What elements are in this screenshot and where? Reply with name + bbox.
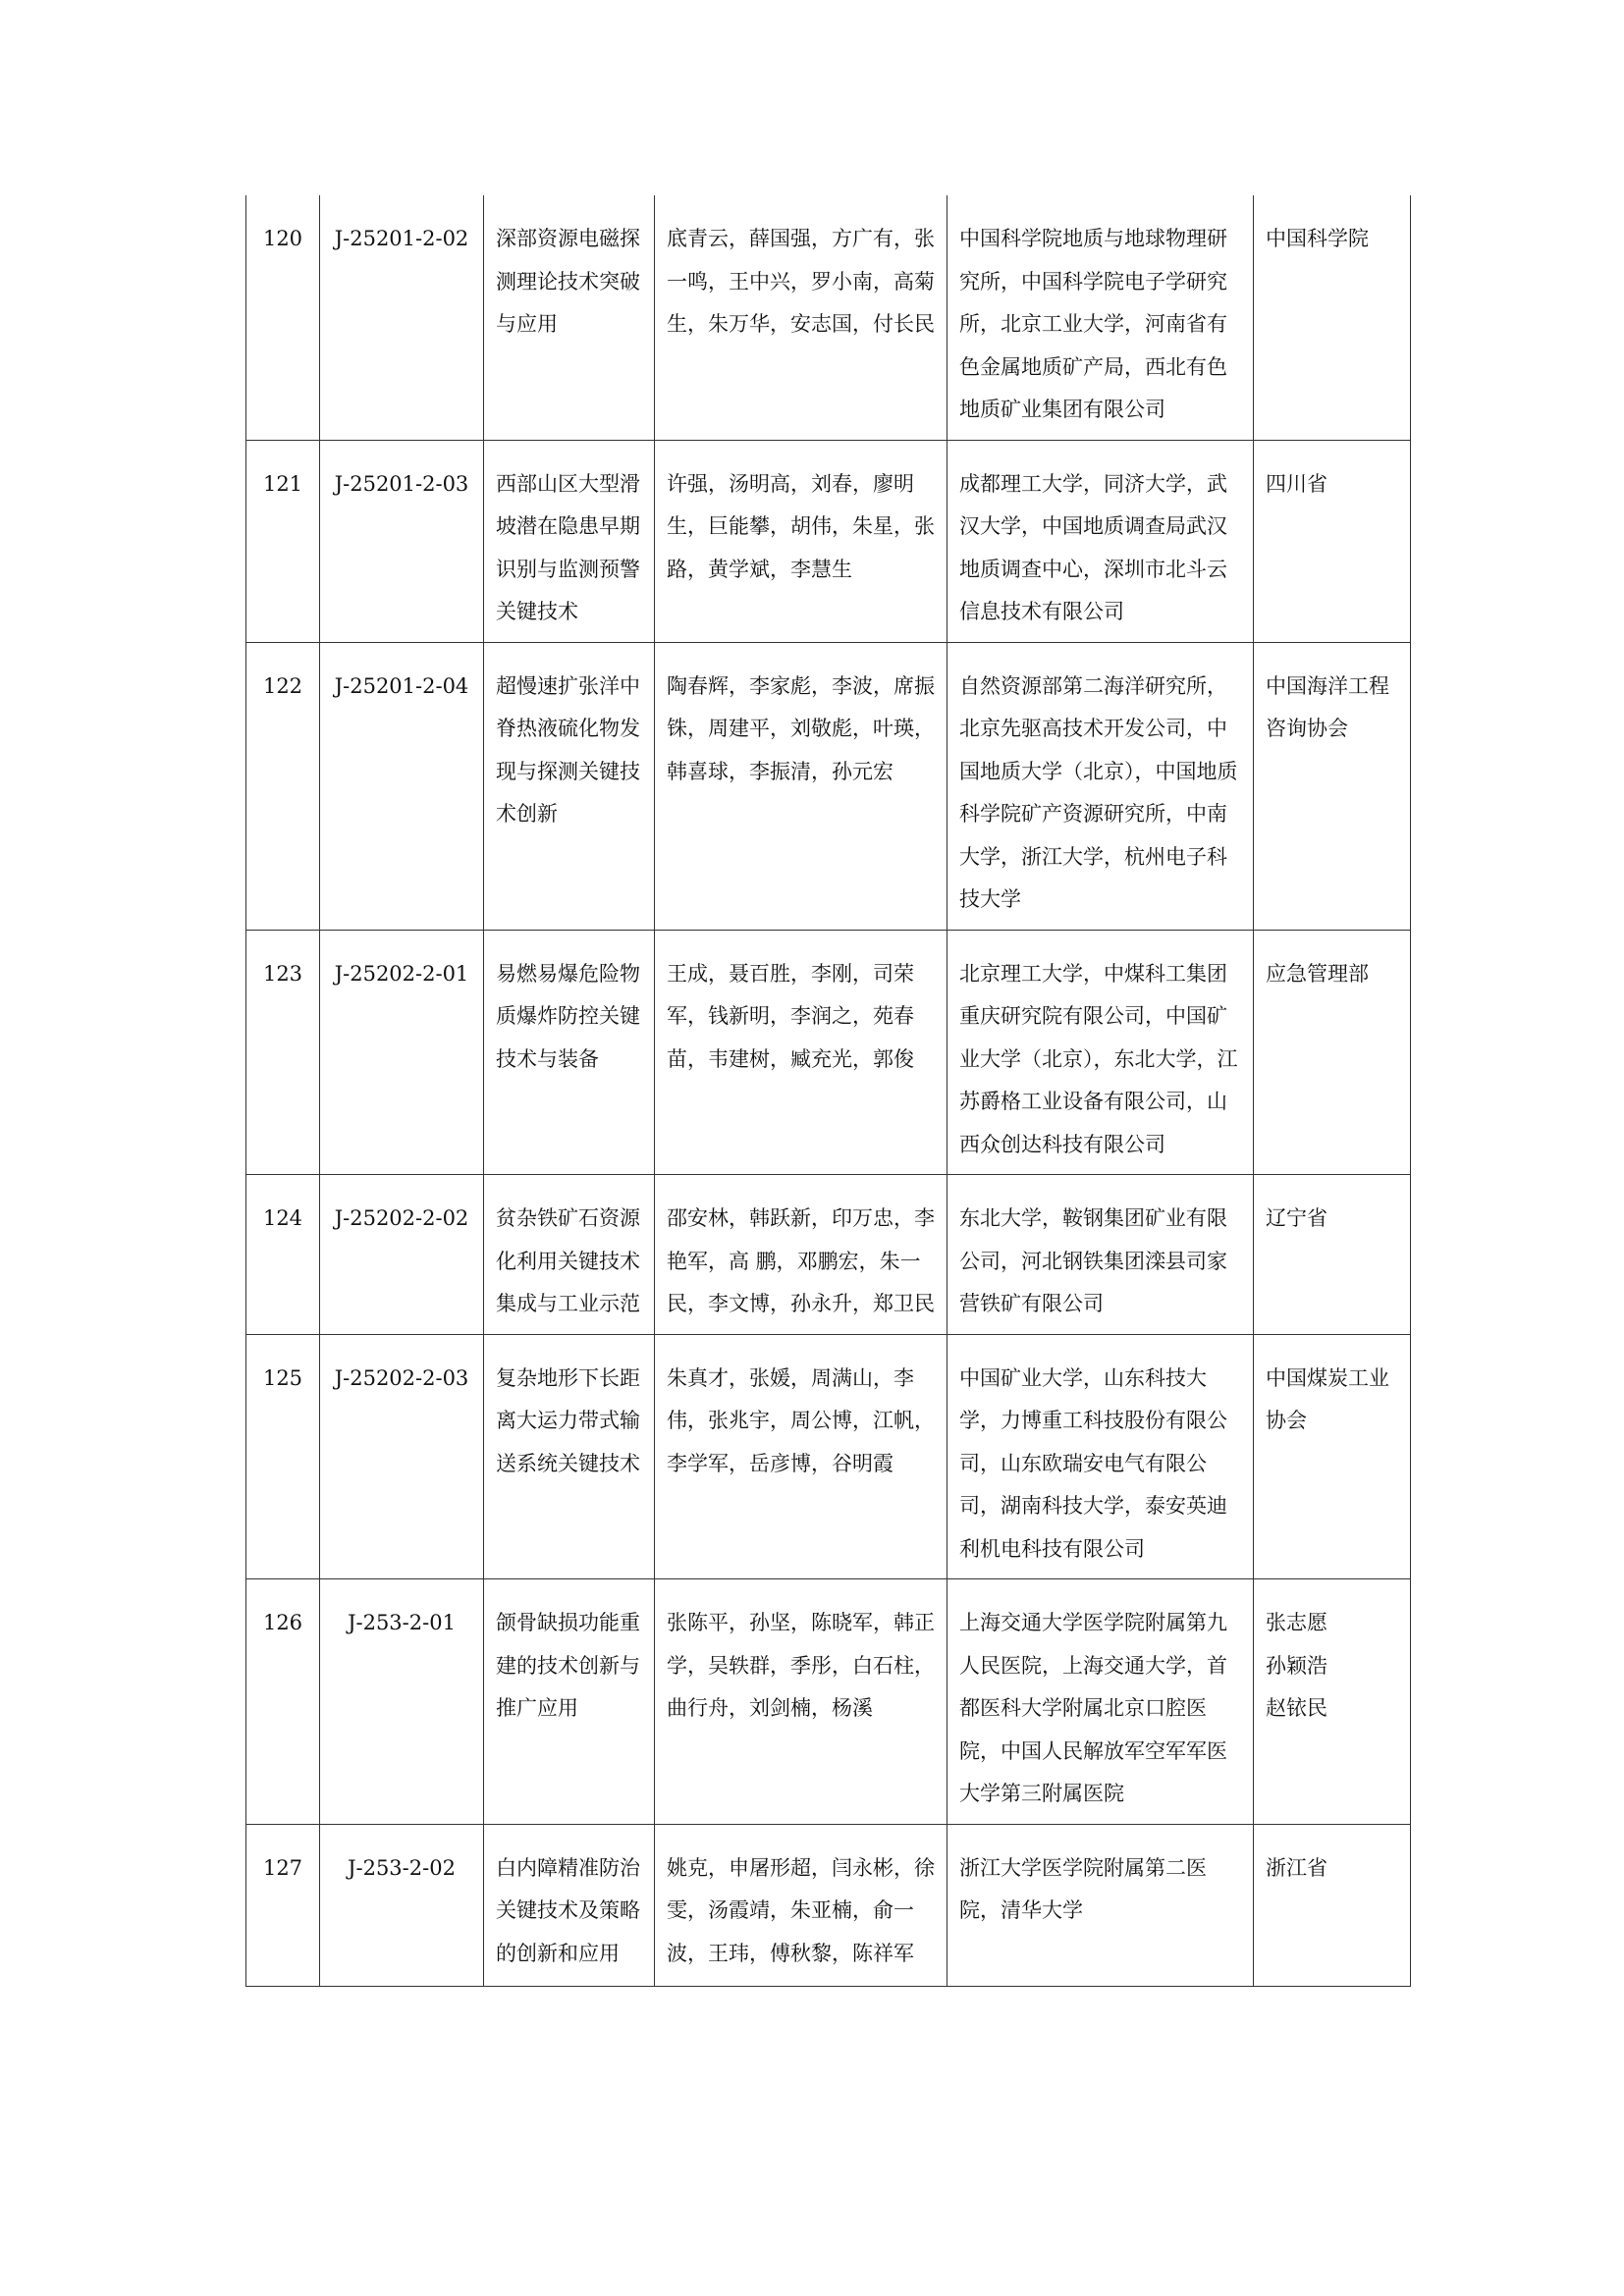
completing-units: 北京理工大学，中煤科工集团重庆研究院有限公司，中国矿业大学（北京），东北大学，江苏爵格工业设备有限公司，山西众创达科技有限公司: [947, 930, 1254, 1175]
project-name: 西部山区大型滑坡潜在隐患早期识别与监测预警关键技术: [484, 440, 655, 642]
project-name: 颌骨缺损功能重建的技术创新与推广应用: [484, 1579, 655, 1825]
main-contributors: 底青云，薛国强，方广有，张一鸣，王中兴，罗小南，高菊生，朱万华，安志国，付长民: [655, 195, 947, 440]
completing-units: 中国矿业大学，山东科技大学，力博重工科技股份有限公司，山东欧瑞安电气有限公司，湖南科技大学，泰安英迪利机电科技有限公司: [947, 1334, 1254, 1579]
project-code: J-25201-2-04: [320, 642, 484, 930]
table-row: [246, 930, 1411, 1175]
main-contributors: 张陈平，孙坚，陈晓军，韩正学，吴轶群，季彤，白石柱，曲行舟，刘剑楠，杨溪: [655, 1579, 947, 1825]
project-code: J-25201-2-02: [320, 195, 484, 440]
project-name: 超慢速扩张洋中脊热液硫化物发现与探测关键技术创新: [484, 642, 655, 930]
project-code: J-25201-2-03: [320, 440, 484, 642]
project-code: J-25202-2-02: [320, 1175, 484, 1335]
main-contributors: 姚克，申屠形超，闫永彬，徐雯，汤霞靖，朱亚楠，俞一波，王玮，傅秋黎，陈祥军: [655, 1824, 947, 1986]
main-contributors: 陶春辉，李家彪，李波，席振铢，周建平，刘敬彪，叶瑛，韩喜球，李振清，孙元宏: [655, 642, 947, 930]
row-number: 124: [246, 1175, 320, 1335]
project-code: J-25202-2-03: [320, 1334, 484, 1579]
nominator-name: 赵铱民: [1266, 1696, 1327, 1720]
main-contributors: 许强，汤明高，刘春，廖明生，巨能攀，胡伟，朱星，张路，黄学斌，李慧生: [655, 440, 947, 642]
project-name: 深部资源电磁探测理论技术突破与应用: [484, 195, 655, 440]
completing-units: 自然资源部第二海洋研究所，北京先驱高技术开发公司，中国地质大学（北京），中国地质科学院矿产资源研究所，中南大学，浙江大学，杭州电子科技大学: [947, 642, 1254, 930]
nominator: [1254, 195, 1411, 440]
table-row: [246, 1579, 1411, 1825]
nominator-name: 辽宁省: [1266, 1206, 1327, 1230]
row-number: 125: [246, 1334, 320, 1579]
nominator-name: 中国煤炭工业协会: [1266, 1365, 1389, 1432]
main-contributors: 王成，聂百胜，李刚，司荣军，钱新明，李润之，苑春苗，韦建树，臧充光，郭俊: [655, 930, 947, 1175]
nominator-name: 中国海洋工程咨询协会: [1266, 673, 1389, 740]
row-number: 122: [246, 642, 320, 930]
nominator: [1254, 440, 1411, 642]
nominator-name: 中国科学院: [1266, 227, 1369, 250]
nominator-name: 四川省: [1266, 471, 1327, 496]
nominator-name: 张志愿: [1266, 1611, 1327, 1634]
project-name: 复杂地形下长距离大运力带式输送系统关键技术: [484, 1334, 655, 1579]
row-number: 127: [246, 1824, 320, 1986]
table-row: [246, 1334, 1411, 1579]
award-list-table: [245, 195, 1411, 1987]
table-row: [246, 1175, 1411, 1335]
row-number: 126: [246, 1579, 320, 1825]
project-name: 贫杂铁矿石资源化利用关键技术集成与工业示范: [484, 1175, 655, 1335]
project-name: 易燃易爆危险物质爆炸防控关键技术与装备: [484, 930, 655, 1175]
project-code: J-25202-2-01: [320, 930, 484, 1175]
nominator: [1254, 642, 1411, 930]
nominator: [1254, 1175, 1411, 1335]
completing-units: 成都理工大学，同济大学，武汉大学，中国地质调查局武汉地质调查中心，深圳市北斗云信息技术有限公司: [947, 440, 1254, 642]
nominator: [1254, 1824, 1411, 1986]
project-code: J-253-2-02: [320, 1824, 484, 1986]
nominator: [1254, 1579, 1411, 1825]
completing-units: 东北大学，鞍钢集团矿业有限公司，河北钢铁集团滦县司家营铁矿有限公司: [947, 1175, 1254, 1335]
project-name: 白内障精准防治关键技术及策略的创新和应用: [484, 1824, 655, 1986]
table-row: [246, 1824, 1411, 1986]
project-code: J-253-2-01: [320, 1579, 484, 1825]
nominator: [1254, 930, 1411, 1175]
completing-units: 中国科学院地质与地球物理研究所，中国科学院电子学研究所，北京工业大学，河南省有色金属地质矿产局，西北有色地质矿业集团有限公司: [947, 195, 1254, 440]
nominator-name: 应急管理部: [1266, 961, 1369, 986]
nominator-name: 浙江省: [1266, 1855, 1327, 1880]
row-number: 123: [246, 930, 320, 1175]
completing-units: 上海交通大学医学院附属第九人民医院，上海交通大学，首都医科大学附属北京口腔医院，中国人民解放军空军军医大学第三附属医院: [947, 1579, 1254, 1825]
table-row: [246, 195, 1411, 440]
row-number: 121: [246, 440, 320, 642]
table-row: [246, 642, 1411, 930]
table-body: [246, 195, 1411, 1986]
nominator: [1254, 1334, 1411, 1579]
row-number: 120: [246, 195, 320, 440]
nominator-name: 孙颖浩: [1266, 1653, 1327, 1678]
completing-units: 浙江大学医学院附属第二医院，清华大学: [947, 1824, 1254, 1986]
main-contributors: 邵安林，韩跃新，印万忠，李艳军，高 鹏，邓鹏宏，朱一民，李文博，孙永升，郑卫民: [655, 1175, 947, 1335]
main-contributors: 朱真才，张媛，周满山，李伟，张兆宇，周公博，江帆，李学军，岳彦博，谷明霞: [655, 1334, 947, 1579]
table-row: [246, 440, 1411, 642]
